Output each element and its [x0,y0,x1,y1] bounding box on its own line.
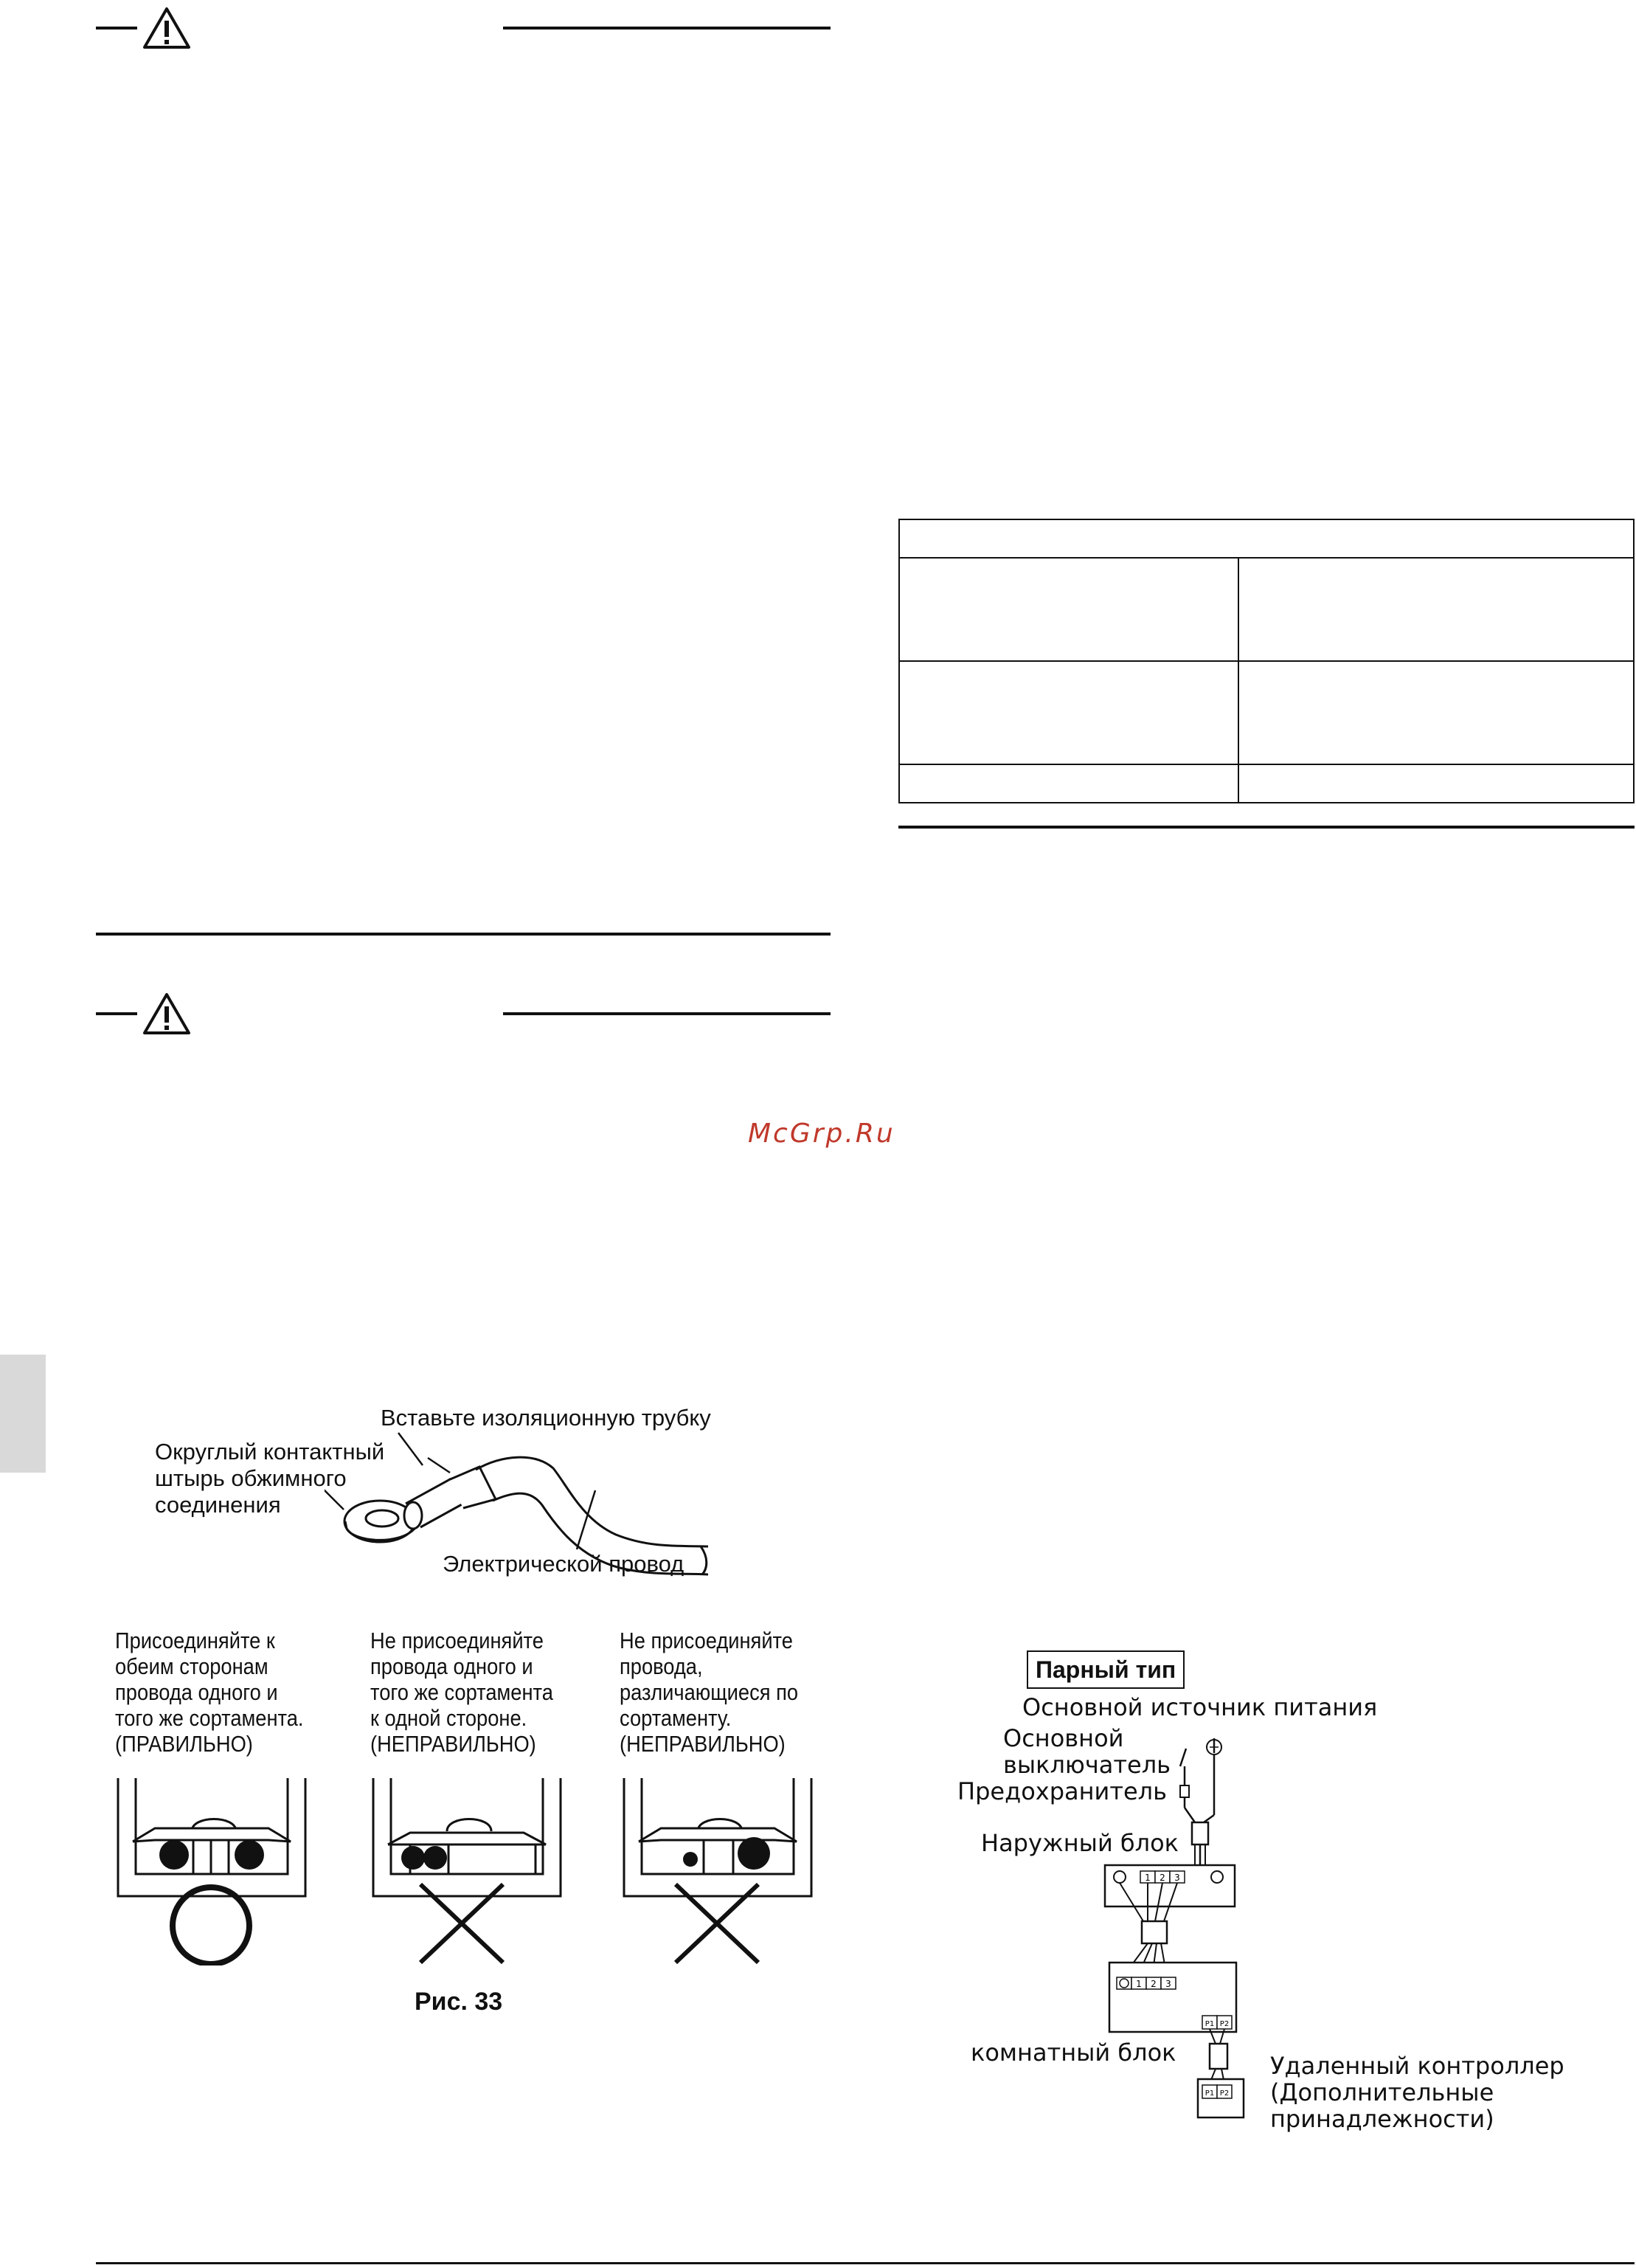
table-cell [899,558,1238,661]
label-main-power: Основной источник питания [1022,1693,1378,1721]
label-insert-tube: Вставьте изоляционную трубку [381,1405,711,1431]
label-remote-1: Удаленный контроллер [1270,2052,1564,2080]
table-cell [1238,661,1634,764]
svg-text:2: 2 [1151,1979,1157,1989]
main-switch-icon [1180,1749,1186,1766]
warning-rule-left [96,1012,137,1015]
figure-caption: Рис. 33 [415,1988,503,2016]
warning-rule-right [503,1012,831,1015]
table-cell [1238,558,1634,661]
case-2-illustration [366,1774,572,1966]
svg-text:2: 2 [1160,1873,1165,1883]
label-remote-3: принадлежности) [1270,2105,1494,2133]
label-wire: Электрической провод [443,1551,684,1577]
svg-text:P1: P1 [1205,2020,1215,2028]
warning-triangle-icon [142,992,192,1036]
pair-type-label: Парный тип [1027,1650,1185,1689]
svg-text:3: 3 [1174,1873,1180,1883]
table-bottom-rule [898,826,1635,829]
label-main-switch-1: Основной [1003,1724,1124,1752]
warning-rule-left [96,27,137,30]
crimp-terminal-illustration [325,1417,708,1579]
svg-text:3: 3 [1165,1979,1171,1989]
label-indoor-unit: комнатный блок [971,2039,1176,2067]
table-cell [899,764,1238,803]
label-round-terminal-3: соединения [155,1492,281,1518]
section-divider [96,933,831,936]
circle-mark [173,1887,249,1964]
page-bottom-rule [96,2262,1635,2264]
svg-text:1: 1 [1145,1873,1151,1883]
case-1-illustration [111,1774,317,1966]
side-tab [0,1355,46,1473]
svg-text:P2: P2 [1219,2020,1230,2028]
spec-table [898,519,1635,803]
table-cell [899,661,1238,764]
warning-rule-right [503,27,831,30]
label-round-terminal-2: штырь обжимного [155,1465,347,1491]
svg-text:1: 1 [1136,1979,1142,1989]
wiring-diagram [1099,1734,1276,2125]
watermark: McGrp.Ru [748,1119,895,1149]
label-remote-2: (Дополнительные [1270,2078,1494,2106]
label-outdoor-unit: Наружный блок [981,1829,1179,1857]
table-header-cell [899,519,1634,558]
label-main-switch-2: выключатель [1003,1751,1171,1779]
table-cell [1238,764,1634,803]
svg-text:P1: P1 [1205,2089,1215,2098]
svg-text:P2: P2 [1219,2089,1230,2098]
label-fuse: Предохранитель [957,1777,1167,1805]
case-3-illustration [617,1774,823,1966]
warning-triangle-icon [142,6,192,50]
label-round-terminal-1: Округлый контактный [155,1439,385,1465]
fuse-icon [1180,1785,1189,1797]
